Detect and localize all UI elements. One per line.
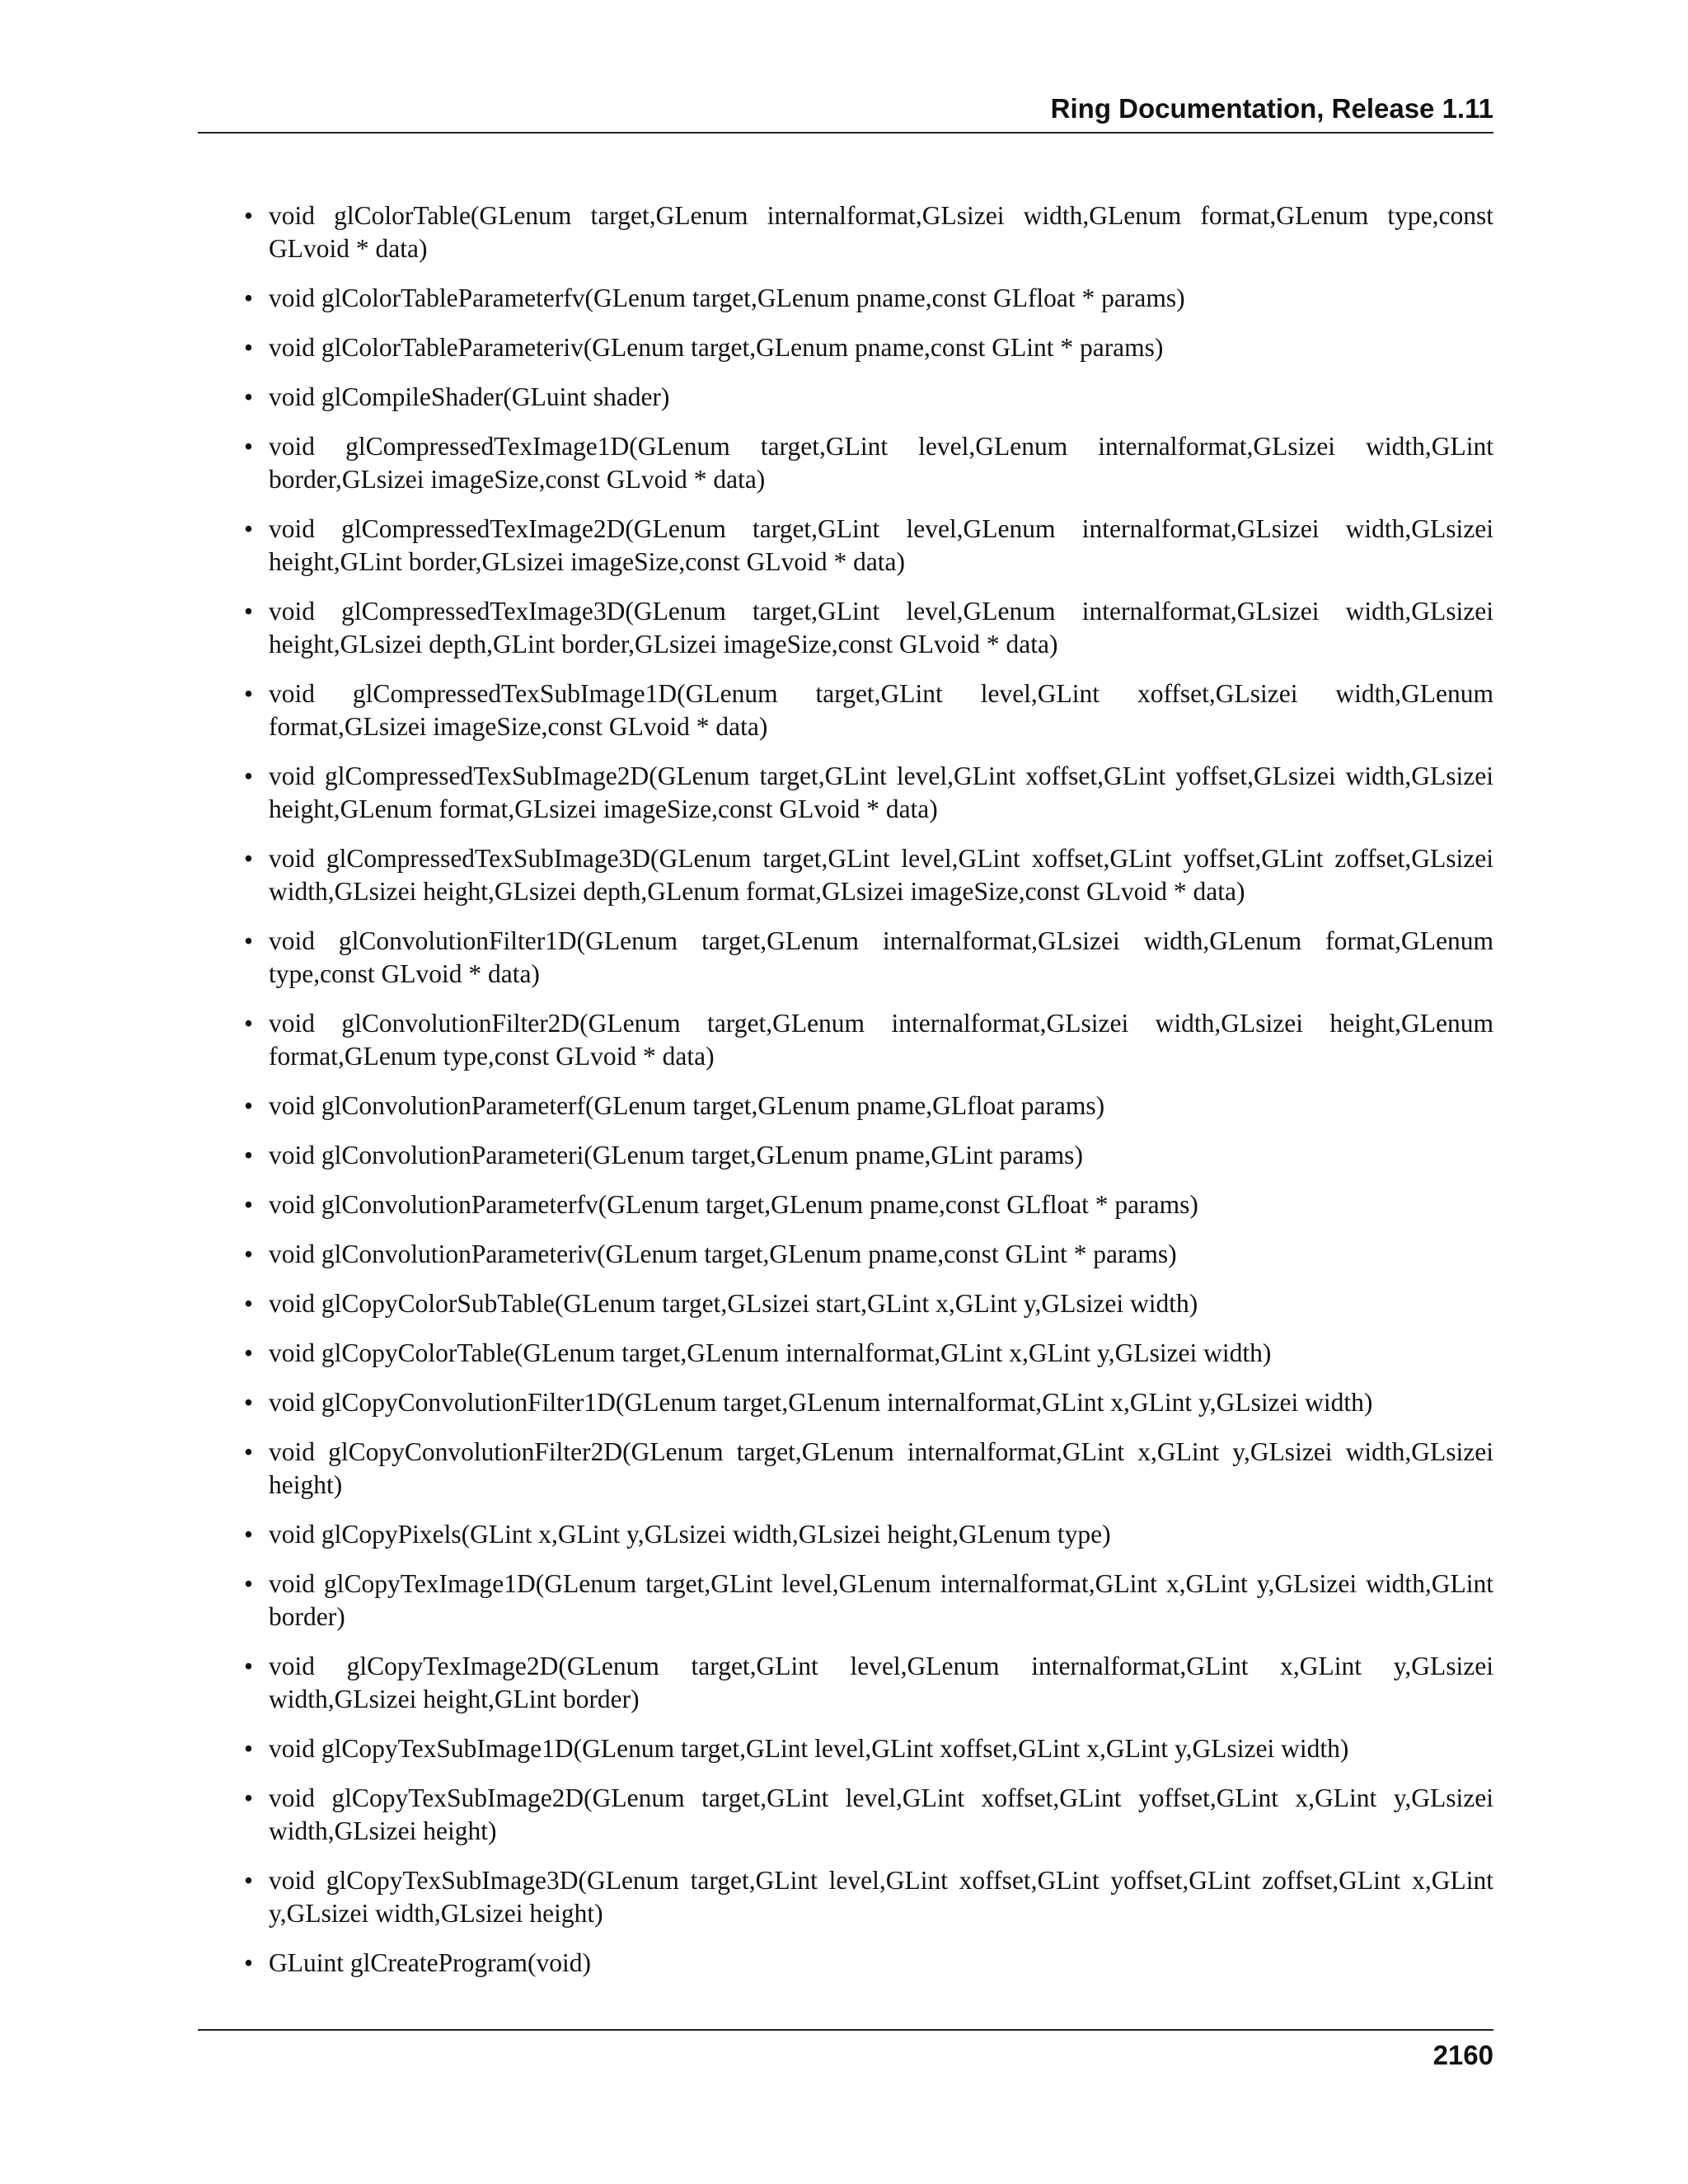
- list-item: [244, 1287, 1493, 1320]
- list-item: [244, 760, 1493, 826]
- list-item: [244, 199, 1493, 265]
- bullet-icon: •: [244, 1520, 254, 1549]
- function-signature: void glCopyColorTable(GLenum target,GLenum internalformat,GLint x,GLint y,GLsizei width): [269, 1338, 1272, 1367]
- function-signature: void glCopyTexSubImage1D(GLenum target,GLint level,GLint xoffset,GLint x,GLint y,GLsizei width): [269, 1734, 1349, 1763]
- list-item: [244, 1238, 1493, 1271]
- function-signature: void glColorTableParameteriv(GLenum target,GLenum pname,const GLint * params): [269, 333, 1164, 362]
- list-item: [244, 1518, 1493, 1551]
- list-item: [244, 1337, 1493, 1370]
- bullet-icon: •: [244, 1388, 254, 1417]
- list-item: [244, 1782, 1493, 1848]
- function-signature: void glConvolutionFilter1D(GLenum target,GLenum internalformat,GLsizei width,GLenum format,GLenum type,const GLvoid * data): [269, 926, 1493, 988]
- bullet-icon: •: [244, 1734, 254, 1763]
- bullet-icon: •: [244, 597, 254, 626]
- list-item: [244, 1864, 1493, 1930]
- list-item: [244, 1436, 1493, 1502]
- function-signature: void glCopyTexImage2D(GLenum target,GLint level,GLenum internalformat,GLint x,GLint y,GLsizei width,GLsizei height,GLint border): [269, 1652, 1493, 1713]
- list-item: [244, 331, 1493, 364]
- bullet-icon: •: [244, 844, 254, 873]
- bullet-icon: •: [244, 762, 254, 790]
- function-signature: void glCompressedTexImage3D(GLenum target,GLint level,GLenum internalformat,GLsizei width,GLsizei height,GLsizei depth,GLint border,GLsizei imageSize,const GLvoid * data): [269, 597, 1493, 658]
- bullet-icon: •: [244, 201, 254, 230]
- list-item: [244, 677, 1493, 743]
- list-item: [244, 1650, 1493, 1716]
- function-signature: void glCompileShader(GLuint shader): [269, 382, 670, 411]
- list-item: [244, 1732, 1493, 1765]
- list-item: [244, 1947, 1493, 1980]
- bullet-icon: •: [244, 1866, 254, 1895]
- bullet-icon: •: [244, 333, 254, 362]
- list-item: [244, 595, 1493, 661]
- list-item: [244, 513, 1493, 579]
- function-signature: void glCopyTexImage1D(GLenum target,GLint level,GLenum internalformat,GLint x,GLint y,GLsizei width,GLint border): [269, 1569, 1493, 1631]
- page-number: 2160: [1432, 2040, 1493, 2070]
- bullet-icon: •: [244, 1141, 254, 1169]
- list-item: [244, 430, 1493, 496]
- bullet-icon: •: [244, 1091, 254, 1120]
- function-signature: void glColorTable(GLenum target,GLenum internalformat,GLsizei width,GLenum format,GLenum type,const GLvoid * data): [269, 201, 1493, 263]
- function-signature: void glCompressedTexImage2D(GLenum target,GLint level,GLenum internalformat,GLsizei width,GLsizei height,GLint border,GLsizei imageSize,const GLvoid * data): [269, 514, 1493, 576]
- function-signature: void glConvolutionParameteri(GLenum target,GLenum pname,GLint params): [269, 1141, 1083, 1169]
- function-list: [244, 199, 1493, 1996]
- bullet-icon: •: [244, 284, 254, 312]
- document-title: Ring Documentation, Release 1.11: [1050, 93, 1493, 124]
- function-signature: void glCopyColorSubTable(GLenum target,GLsizei start,GLint x,GLint y,GLsizei width): [269, 1289, 1198, 1318]
- function-signature: void glConvolutionParameterfv(GLenum target,GLenum pname,const GLfloat * params): [269, 1190, 1198, 1219]
- bullet-icon: •: [244, 1190, 254, 1219]
- bullet-icon: •: [244, 679, 254, 708]
- bullet-icon: •: [244, 1240, 254, 1268]
- bullet-icon: •: [244, 382, 254, 411]
- function-signature: void glCopyConvolutionFilter2D(GLenum target,GLenum internalformat,GLint x,GLint y,GLsizei width,GLsizei height): [269, 1437, 1493, 1499]
- bullet-icon: •: [244, 432, 254, 461]
- bullet-icon: •: [244, 926, 254, 955]
- function-signature: void glCompressedTexSubImage3D(GLenum target,GLint level,GLint xoffset,GLint yoffset,GLint zoffset,GLsizei width,GLsizei height,GLsizei depth,GLenum format,GLsizei imageSize,const GLvoid * data): [269, 844, 1493, 906]
- function-signature: void glConvolutionParameterf(GLenum target,GLenum pname,GLfloat params): [269, 1091, 1105, 1120]
- function-signature: void glConvolutionParameteriv(GLenum target,GLenum pname,const GLint * params): [269, 1240, 1177, 1268]
- list-item: [244, 1386, 1493, 1419]
- function-signature: void glCompressedTexImage1D(GLenum target,GLint level,GLenum internalformat,GLsizei width,GLint border,GLsizei imageSize,const GLvoid * data): [269, 432, 1493, 494]
- bullet-icon: •: [244, 1009, 254, 1038]
- function-signature: void glCopyTexSubImage3D(GLenum target,GLint level,GLint xoffset,GLint yoffset,GLint zoffset,GLint x,GLint y,GLsizei width,GLsizei height): [269, 1866, 1493, 1928]
- bullet-icon: •: [244, 514, 254, 543]
- bullet-icon: •: [244, 1652, 254, 1680]
- bullet-icon: •: [244, 1338, 254, 1367]
- list-item: [244, 282, 1493, 315]
- function-signature: void glConvolutionFilter2D(GLenum target,GLenum internalformat,GLsizei width,GLsizei height,GLenum format,GLenum type,const GLvoid * data): [269, 1009, 1493, 1071]
- list-item: [244, 1568, 1493, 1633]
- bullet-icon: •: [244, 1437, 254, 1466]
- list-item: [244, 1007, 1493, 1073]
- list-item: [244, 1188, 1493, 1221]
- function-signature: GLuint glCreateProgram(void): [269, 1948, 592, 1977]
- page-header: [198, 92, 1493, 134]
- list-item: [244, 925, 1493, 991]
- bullet-icon: •: [244, 1569, 254, 1598]
- bullet-icon: •: [244, 1948, 254, 1977]
- bullet-icon: •: [244, 1783, 254, 1812]
- function-signature: void glCopyConvolutionFilter1D(GLenum target,GLenum internalformat,GLint x,GLint y,GLsizei width): [269, 1388, 1373, 1417]
- function-signature: void glCompressedTexSubImage2D(GLenum target,GLint level,GLint xoffset,GLint yoffset,GLsizei width,GLsizei height,GLenum format,GLsizei imageSize,const GLvoid * data): [269, 762, 1493, 823]
- list-item: [244, 381, 1493, 414]
- page-footer: [198, 2029, 1493, 2070]
- list-item: [244, 1090, 1493, 1122]
- function-signature: void glCompressedTexSubImage1D(GLenum target,GLint level,GLint xoffset,GLsizei width,GLenum format,GLsizei imageSize,const GLvoid * data): [269, 679, 1493, 741]
- bullet-icon: •: [244, 1289, 254, 1318]
- function-signature: void glCopyPixels(GLint x,GLint y,GLsizei width,GLsizei height,GLenum type): [269, 1520, 1111, 1549]
- function-signature: void glCopyTexSubImage2D(GLenum target,GLint level,GLint xoffset,GLint yoffset,GLint x,GLint y,GLsizei width,GLsizei height): [269, 1783, 1493, 1845]
- list-item: [244, 1139, 1493, 1172]
- list-item: [244, 842, 1493, 908]
- function-signature: void glColorTableParameterfv(GLenum target,GLenum pname,const GLfloat * params): [269, 284, 1185, 312]
